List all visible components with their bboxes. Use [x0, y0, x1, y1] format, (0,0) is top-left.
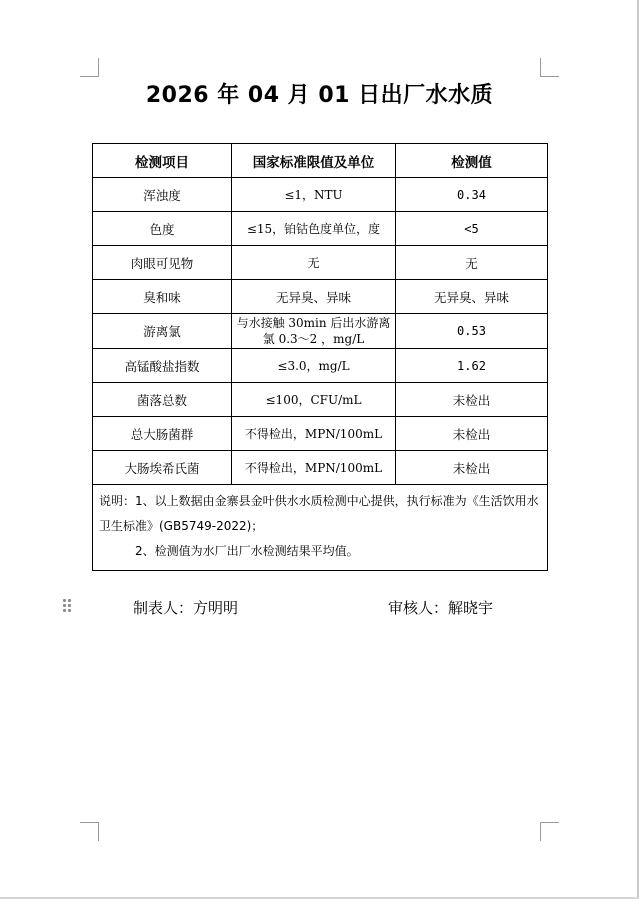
table-row [93, 280, 548, 314]
cell-standard: ≤15，铂钴色度单位，度 [232, 212, 396, 246]
cell-item: 大肠埃希氏菌 [93, 451, 232, 485]
cell-value: 0.34 [396, 178, 548, 212]
table-row [93, 417, 548, 451]
table-row [93, 451, 548, 485]
drag-handle-icon[interactable] [63, 599, 71, 613]
header-value: 检测值 [396, 144, 548, 178]
cell-standard: ≤3.0，mg/L [232, 349, 396, 383]
table-note-row [93, 485, 548, 571]
cell-value: 1.62 [396, 349, 548, 383]
cell-standard: 不得检出，MPN/100mL [232, 417, 396, 451]
cell-standard: 无异臭、异味 [232, 280, 396, 314]
cell-standard: 与水接触 30min 后出水游离氯 0.3～2 ，mg/L [232, 314, 396, 349]
note-line-2: 2、检测值为水厂出厂水检测结果平均值。 [135, 544, 359, 558]
crop-mark-top-right [540, 58, 559, 77]
cell-item: 浑浊度 [93, 178, 232, 212]
crop-mark-bottom-right [540, 822, 559, 841]
header-standard: 国家标准限值及单位 [232, 144, 396, 178]
table-row [93, 349, 548, 383]
table-row [93, 314, 548, 349]
cell-item: 高锰酸盐指数 [93, 349, 232, 383]
cell-value: 未检出 [396, 383, 548, 417]
cell-item: 总大肠菌群 [93, 417, 232, 451]
cell-item: 游离氯 [93, 314, 232, 349]
cell-value: <5 [396, 212, 548, 246]
cell-standard: ≤100，CFU/mL [232, 383, 396, 417]
reviewer-signature: 审核人：解晓宇 [388, 599, 494, 617]
cell-value: 未检出 [396, 417, 548, 451]
cell-value: 无异臭、异味 [396, 280, 548, 314]
cell-standard: ≤1，NTU [232, 178, 396, 212]
cell-item: 臭和味 [93, 280, 232, 314]
cell-standard: 无 [232, 246, 396, 280]
table-note [93, 485, 548, 571]
preparer-signature: 制表人：方明明 [133, 599, 239, 617]
cell-value: 0.53 [396, 314, 548, 349]
crop-mark-top-left [80, 58, 99, 77]
header-item: 检测项目 [93, 144, 232, 178]
table-row [93, 178, 548, 212]
crop-mark-bottom-left [80, 822, 99, 841]
table-row [93, 246, 548, 280]
cell-item: 菌落总数 [93, 383, 232, 417]
table-row [93, 212, 548, 246]
note-line-1: 说明：1、以上数据由金寨县金叶供水水质检测中心提供，执行标准为《生活饮用水卫生标准》(GB5749-2022)； [99, 494, 539, 533]
cell-standard: 不得检出，MPN/100mL [232, 451, 396, 485]
cell-item: 肉眼可见物 [93, 246, 232, 280]
table-header-row [93, 144, 548, 178]
water-quality-table [92, 143, 548, 571]
cell-value: 未检出 [396, 451, 548, 485]
cell-value: 无 [396, 246, 548, 280]
document-title: 2026 年 04 月 01 日出厂水水质 [145, 83, 494, 108]
cell-item: 色度 [93, 212, 232, 246]
table-row [93, 383, 548, 417]
